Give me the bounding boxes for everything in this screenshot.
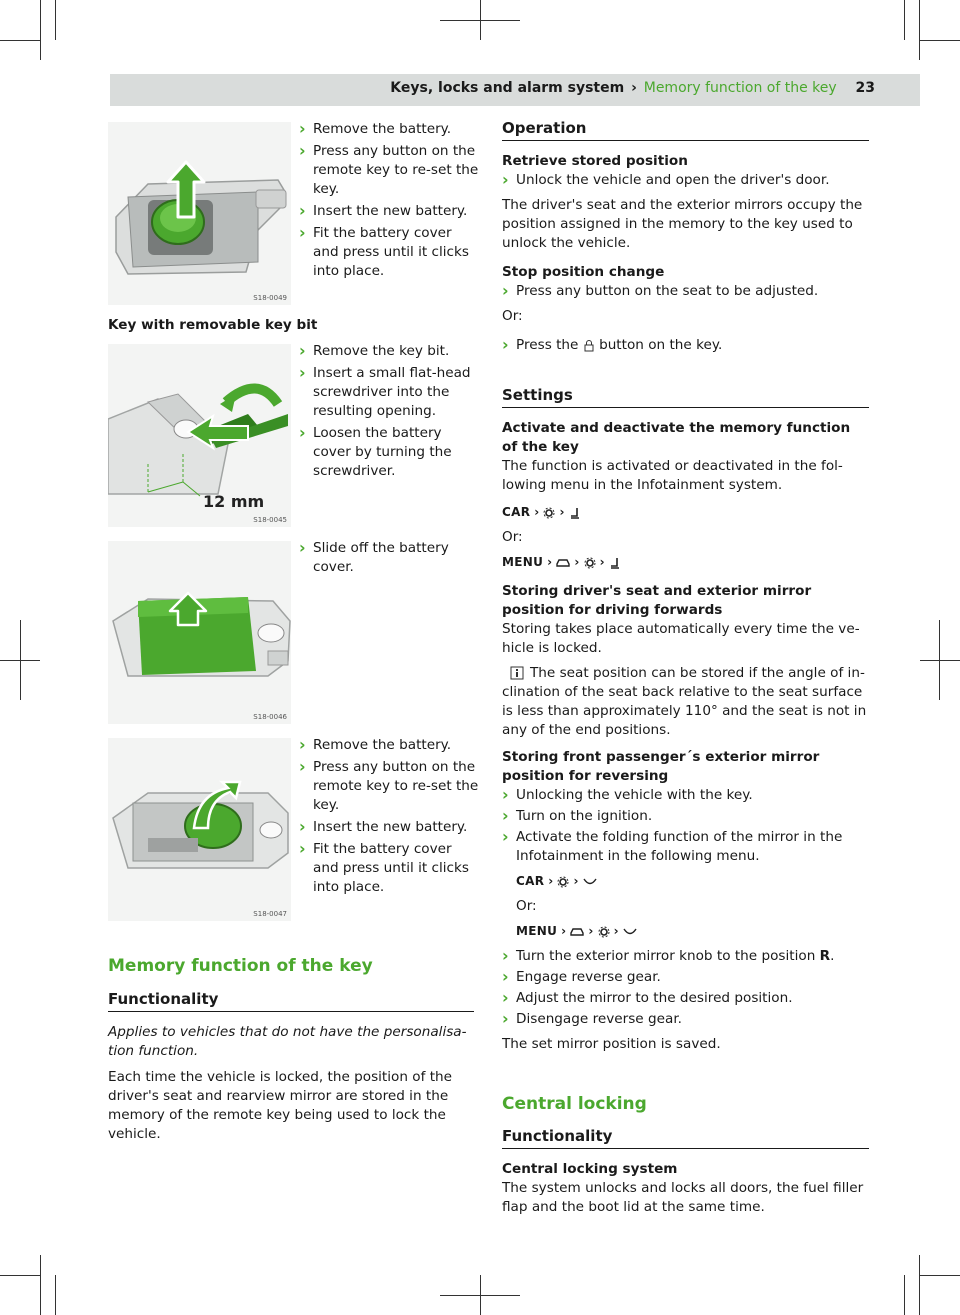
caption-key-bit: Key with removable key bit: [108, 317, 318, 333]
page-header: [390, 80, 875, 96]
passenger-step: › Activate the folding function of the mirror in the Infotainment in the following menu.: [502, 828, 869, 866]
retrieve-step: › Unlock the vehicle and open the driver's door.: [502, 171, 869, 190]
crop-mark: [40, 0, 41, 60]
car-label: CAR: [516, 874, 545, 888]
battery-cover-illustration: [108, 541, 291, 724]
storing-heading: Storing driver's seat and exterior mirror position for driving forwards: [502, 583, 812, 618]
gt-glyph: ›: [599, 555, 605, 569]
menu-label: MENU: [516, 924, 558, 938]
or-text: Or:: [502, 308, 523, 324]
key-battery-illustration: [108, 122, 291, 305]
header-section: Keys, locks and alarm system: [390, 80, 625, 96]
central-system-heading: Central locking system: [502, 1161, 678, 1177]
retrieve-body: The driver's seat and the exterior mirrors occupy the position assigned in the memory to the key used to unlock the vehicle.: [502, 197, 863, 251]
step-item: › Press any button on the remote key to re-set the key.: [299, 142, 479, 199]
central-block: [502, 1160, 869, 1217]
passenger-step: › Turn on the ignition.: [502, 807, 869, 826]
gt-glyph: ›: [559, 505, 565, 519]
activate-heading: Activate and deactivate the memory function of the key: [502, 420, 851, 455]
crop-mark: [919, 0, 920, 60]
steps-remove-battery: [299, 120, 479, 284]
gt-glyph: ›: [561, 924, 567, 938]
crop-mark: [920, 1275, 960, 1276]
gt-glyph: ›: [547, 555, 553, 569]
gear-icon: [584, 557, 596, 569]
lock-icon: [583, 339, 595, 352]
page-number: 23: [855, 80, 875, 96]
storing-body: Storing takes place automatically every time the ve-hicle is locked.: [502, 621, 860, 656]
dimension-label: 12 mm: [203, 492, 265, 511]
memory-applies: Applies to vehicles that do not have the personalisa-tion function.: [108, 1024, 467, 1059]
crop-mark: [55, 1275, 56, 1315]
figure-key-bit: [108, 344, 291, 527]
menu-label: MENU: [502, 555, 544, 569]
gear-icon: [543, 507, 555, 519]
activate-body: The function is activated or deactivated in the fol-lowing menu in the Infotainment system.: [502, 458, 843, 493]
header-current: Memory function of the key: [643, 80, 837, 96]
crop-mark: [920, 40, 960, 41]
header-separator: ›: [631, 80, 637, 96]
or-text: Or:: [516, 898, 537, 914]
operation-block: [502, 152, 869, 355]
gear-icon: [557, 876, 569, 888]
step-item: › Insert the new battery.: [299, 202, 479, 221]
saved-text: The set mirror position is saved.: [502, 1036, 721, 1052]
press-lock-step: [502, 336, 869, 355]
car-label: CAR: [502, 505, 531, 519]
knob-text: Turn the exterior mirror knob to the position: [516, 948, 816, 964]
passenger-heading: Storing front passenger´s exterior mirror position for reversing: [502, 749, 820, 784]
seat-icon: [569, 507, 581, 519]
mirror-icon: [623, 927, 637, 937]
step-item: › Press any button on the remote key to re-set the key.: [299, 758, 479, 815]
key-battery-illustration-2: [108, 738, 291, 921]
gt-glyph: ›: [534, 505, 540, 519]
figure-code: S18-0049: [253, 294, 287, 302]
operation-heading: Operation: [502, 119, 869, 141]
gt-glyph: ›: [574, 555, 580, 569]
reverse-step: › Disengage reverse gear.: [502, 1010, 869, 1029]
crop-mark: [904, 0, 905, 40]
memory-title: Memory function of the key: [108, 956, 373, 976]
central-functionality-heading: Functionality: [502, 1127, 869, 1149]
press-after: button on the key.: [599, 337, 723, 353]
crop-mark: [0, 40, 40, 41]
crop-mark: [480, 1275, 481, 1315]
gt-glyph: ›: [548, 874, 554, 888]
reverse-step: › Engage reverse gear.: [502, 968, 869, 987]
figure-remove-battery-2: [108, 738, 291, 921]
note-text: The seat position can be stored if the angle of in-clination of the seat back relative to the seat surface is less than approximately 110° and the seat is not in any of the end positions.: [502, 665, 867, 738]
note-paragraph: [502, 664, 869, 740]
figure-code: S18-0046: [253, 713, 287, 721]
menu-path-car-mirror: [516, 872, 869, 891]
crop-mark: [0, 1275, 40, 1276]
menu-path-menu-mirror: [516, 922, 869, 941]
gt-glyph: ›: [588, 924, 594, 938]
gt-glyph: ›: [573, 874, 579, 888]
steps-key-bit: [299, 342, 479, 484]
memory-body: Each time the vehicle is locked, the position of the driver's seat and rearview mirror are stored in the memory of the remote key being used to lock the vehicle.: [108, 1069, 453, 1142]
stop-heading: Stop position change: [502, 264, 665, 280]
crop-mark: [55, 0, 56, 40]
crop-mark: [40, 1255, 41, 1315]
knob-position: R: [819, 948, 831, 964]
figure-code: S18-0047: [253, 910, 287, 918]
retrieve-heading: Retrieve stored position: [502, 153, 688, 169]
info-icon: [510, 666, 524, 680]
gear-icon: [598, 926, 610, 938]
settings-heading: Settings: [502, 386, 869, 408]
or-text: Or:: [502, 529, 523, 545]
crop-mark: [480, 0, 481, 40]
reverse-step: › Adjust the mirror to the desired position.: [502, 989, 869, 1008]
crop-mark: [939, 620, 940, 700]
mirror-icon: [583, 877, 597, 887]
step-item: › Fit the battery cover and press until it clicks into place.: [299, 224, 479, 281]
gt-glyph: ›: [613, 924, 619, 938]
central-locking-title: Central locking: [502, 1094, 647, 1114]
seat-icon: [609, 557, 621, 569]
knob-step: › Turn the exterior mirror knob to the position R.: [502, 947, 869, 966]
crop-mark: [904, 1275, 905, 1315]
car-icon: [570, 926, 584, 937]
steps-battery-cover: [299, 539, 479, 580]
step-item: › Remove the battery.: [299, 736, 479, 755]
crop-mark: [919, 1255, 920, 1315]
step-item: › Insert a small flat-head screwdriver into the resulting opening.: [299, 364, 479, 421]
menu-path-car: [502, 503, 869, 522]
step-item: › Loosen the battery cover by turning the screwdriver.: [299, 424, 479, 481]
stop-step: › Press any button on the seat to be adjusted.: [502, 282, 869, 301]
step-item: › Remove the key bit.: [299, 342, 479, 361]
crop-mark: [20, 620, 21, 700]
step-item: › Slide off the battery cover.: [299, 539, 479, 577]
step-item: › Remove the battery.: [299, 120, 479, 139]
car-icon: [556, 557, 570, 568]
press-before: Press the: [516, 337, 579, 353]
figure-remove-battery: [108, 122, 291, 305]
menu-path-menu: [502, 553, 869, 572]
step-item: › Fit the battery cover and press until it clicks into place.: [299, 840, 479, 897]
passenger-step: › Unlocking the vehicle with the key.: [502, 786, 869, 805]
figure-code: S18-0045: [253, 516, 287, 524]
steps-remove-battery-2: [299, 736, 479, 900]
central-system-body: The system unlocks and locks all doors, the fuel filler flap and the boot lid at the same time.: [502, 1180, 864, 1215]
figure-battery-cover: [108, 541, 291, 724]
step-item: › Insert the new battery.: [299, 818, 479, 837]
memory-functionality-heading: Functionality: [108, 990, 474, 1012]
settings-block: [502, 419, 869, 1054]
crop-mark: [920, 660, 960, 661]
